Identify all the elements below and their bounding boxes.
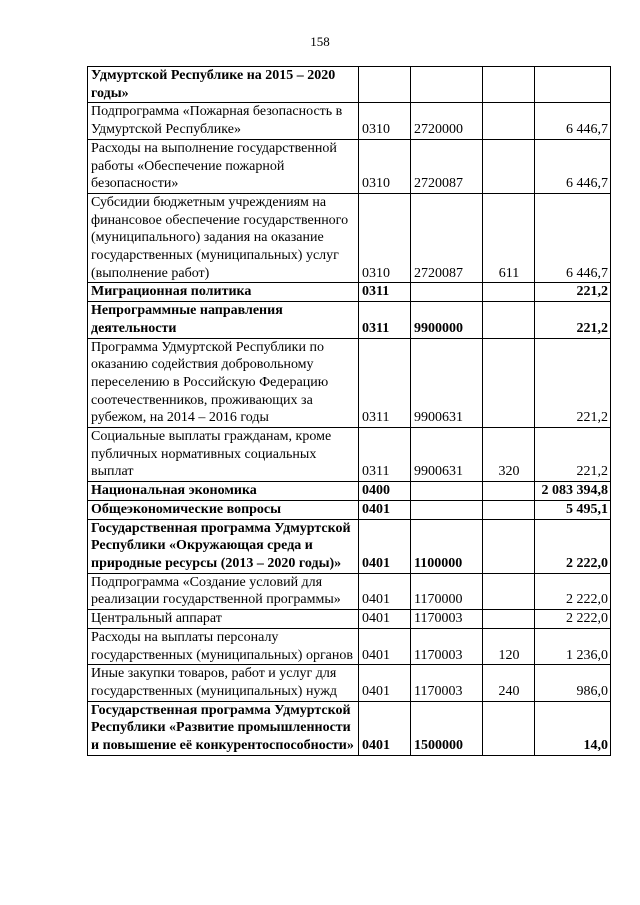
table-row: [88, 628, 611, 664]
table-row: [88, 428, 611, 482]
item-name-cell: Государственная программа Удмуртской Республики «Окружающая среда и природные ресурсы (2013 – 2020 годы)»: [88, 519, 359, 573]
expense-type-cell: [483, 500, 535, 519]
section-code-cell: 0401: [359, 701, 411, 755]
target-article-cell: 1170000: [411, 573, 483, 609]
expense-type-cell: [483, 139, 535, 193]
item-name-cell: Субсидии бюджетным учреждениям на финансовое обеспечение государственного (муниципального) задания на оказание государственных (муниципальных) услуг (выполнение работ): [88, 193, 359, 283]
item-name-cell: Иные закупки товаров, работ и услуг для государственных (муниципальных) нужд: [88, 665, 359, 701]
amount-cell: 6 446,7: [535, 193, 611, 283]
amount-cell: [535, 67, 611, 103]
expense-type-cell: [483, 283, 535, 302]
table-row: [88, 103, 611, 139]
amount-cell: 5 495,1: [535, 500, 611, 519]
amount-cell: 6 446,7: [535, 103, 611, 139]
item-name-cell: Центральный аппарат: [88, 610, 359, 629]
item-name-cell: Расходы на выплаты персоналу государственных (муниципальных) органов: [88, 628, 359, 664]
target-article-cell: 9900631: [411, 338, 483, 428]
table-row: [88, 701, 611, 755]
expense-type-cell: 611: [483, 193, 535, 283]
expense-type-cell: [483, 302, 535, 338]
amount-cell: 14,0: [535, 701, 611, 755]
target-article-cell: 2720087: [411, 193, 483, 283]
budget-table-body: [88, 67, 611, 756]
expense-type-cell: [483, 482, 535, 501]
page-number: 158: [310, 34, 330, 49]
expense-type-cell: [483, 610, 535, 629]
amount-cell: 221,2: [535, 283, 611, 302]
section-code-cell: [359, 67, 411, 103]
amount-cell: 2 222,0: [535, 519, 611, 573]
item-name-cell: Непрограммные направления деятельности: [88, 302, 359, 338]
amount-cell: 2 222,0: [535, 610, 611, 629]
item-name-cell: Социальные выплаты гражданам, кроме публичных нормативных социальных выплат: [88, 428, 359, 482]
table-row: [88, 500, 611, 519]
expense-type-cell: [483, 103, 535, 139]
table-row: [88, 139, 611, 193]
amount-cell: 2 222,0: [535, 573, 611, 609]
section-code-cell: 0401: [359, 500, 411, 519]
section-code-cell: 0401: [359, 665, 411, 701]
table-row: [88, 665, 611, 701]
amount-cell: 1 236,0: [535, 628, 611, 664]
item-name-cell: Государственная программа Удмуртской Республики «Развитие промышленности и повышение её конкурентоспособности»: [88, 701, 359, 755]
section-code-cell: 0401: [359, 628, 411, 664]
item-name-cell: Национальная экономика: [88, 482, 359, 501]
table-row: [88, 338, 611, 428]
expense-type-cell: [483, 701, 535, 755]
target-article-cell: 1170003: [411, 665, 483, 701]
amount-cell: 6 446,7: [535, 139, 611, 193]
target-article-cell: 1170003: [411, 610, 483, 629]
section-code-cell: 0310: [359, 193, 411, 283]
amount-cell: 2 083 394,8: [535, 482, 611, 501]
table-row: [88, 302, 611, 338]
section-code-cell: 0310: [359, 139, 411, 193]
section-code-cell: 0310: [359, 103, 411, 139]
item-name-cell: Общеэкономические вопросы: [88, 500, 359, 519]
item-name-cell: Удмуртской Республике на 2015 – 2020 годы»: [88, 67, 359, 103]
expense-type-cell: 120: [483, 628, 535, 664]
table-row: [88, 573, 611, 609]
target-article-cell: 1100000: [411, 519, 483, 573]
item-name-cell: Миграционная политика: [88, 283, 359, 302]
target-article-cell: 1170003: [411, 628, 483, 664]
section-code-cell: 0311: [359, 302, 411, 338]
expense-type-cell: [483, 67, 535, 103]
item-name-cell: Программа Удмуртской Республики по оказанию содействия добровольному переселению в Российскую Федерацию соотечественников, проживающих за рубежом, на 2014 – 2016 годы: [88, 338, 359, 428]
target-article-cell: [411, 482, 483, 501]
expense-type-cell: [483, 338, 535, 428]
amount-cell: 221,2: [535, 428, 611, 482]
target-article-cell: 9900631: [411, 428, 483, 482]
table-row: [88, 610, 611, 629]
expense-type-cell: 240: [483, 665, 535, 701]
section-code-cell: 0401: [359, 519, 411, 573]
expense-type-cell: [483, 519, 535, 573]
section-code-cell: 0401: [359, 610, 411, 629]
expense-type-cell: [483, 573, 535, 609]
amount-cell: 221,2: [535, 302, 611, 338]
amount-cell: 221,2: [535, 338, 611, 428]
target-article-cell: 2720000: [411, 103, 483, 139]
target-article-cell: [411, 283, 483, 302]
section-code-cell: 0311: [359, 338, 411, 428]
target-article-cell: [411, 67, 483, 103]
table-row: [88, 482, 611, 501]
section-code-cell: 0311: [359, 283, 411, 302]
amount-cell: 986,0: [535, 665, 611, 701]
expense-type-cell: 320: [483, 428, 535, 482]
table-row: [88, 193, 611, 283]
table-row: [88, 519, 611, 573]
item-name-cell: Подпрограмма «Создание условий для реализации государственной программы»: [88, 573, 359, 609]
section-code-cell: 0400: [359, 482, 411, 501]
target-article-cell: 2720087: [411, 139, 483, 193]
item-name-cell: Подпрограмма «Пожарная безопасность в Удмуртской Республике»: [88, 103, 359, 139]
budget-table: [87, 66, 611, 756]
target-article-cell: 1500000: [411, 701, 483, 755]
target-article-cell: [411, 500, 483, 519]
table-row: [88, 283, 611, 302]
table-row: [88, 67, 611, 103]
section-code-cell: 0311: [359, 428, 411, 482]
item-name-cell: Расходы на выполнение государственной работы «Обеспечение пожарной безопасности»: [88, 139, 359, 193]
section-code-cell: 0401: [359, 573, 411, 609]
target-article-cell: 9900000: [411, 302, 483, 338]
